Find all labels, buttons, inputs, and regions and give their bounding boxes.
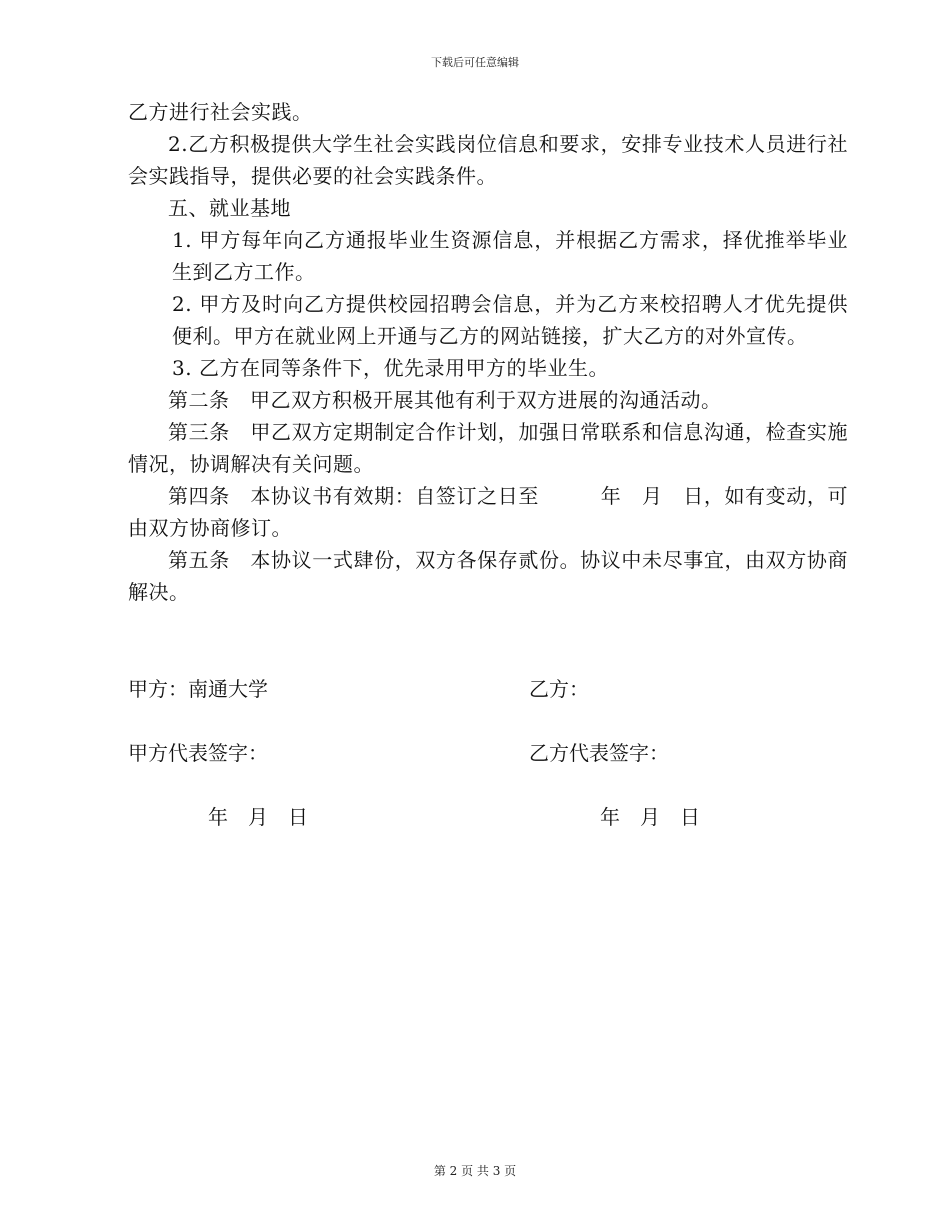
party-a-date: 年 月 日 — [208, 805, 308, 829]
paragraph-2: 2.乙方积极提供大学生社会实践岗位信息和要求，安排专业技术人员进行社会实践指导，提供必要的社会实践条件。 — [128, 132, 848, 188]
article-4: 第四条 本协议书有效期：自签订之日至 年 月 日，如有变动，可由双方协商修订。 — [128, 484, 848, 540]
list-item-2: 2. 甲方及时向乙方提供校园招聘会信息，并为乙方来校招聘人才优先提供便利。甲方在就业网上开通与乙方的网站链接，扩大乙方的对外宣传。 — [172, 292, 848, 348]
article-5: 第五条 本协议一式肆份，双方各保存贰份。协议中未尽事宜，由双方协商解决。 — [128, 548, 848, 604]
party-b-date: 年 月 日 — [600, 805, 700, 829]
list-item-3: 3. 乙方在同等条件下，优先录用甲方的毕业生。 — [172, 356, 609, 380]
list-item-1: 1. 甲方每年向乙方通报毕业生资源信息，并根据乙方需求，择优推举毕业生到乙方工作。 — [172, 228, 848, 284]
document-body — [128, 96, 848, 608]
section-heading-employment-base: 五、就业基地 — [168, 196, 291, 220]
party-b-label: 乙方： — [529, 677, 589, 701]
page-footer: 第 2 页 共 3 页 — [433, 1164, 517, 1178]
party-a-representative-signature: 甲方代表签字： — [128, 741, 268, 765]
article-3: 第三条 甲乙双方定期制定合作计划，加强日常联系和信息沟通，检查实施情况，协调解决有关问题。 — [128, 420, 848, 476]
article-2: 第二条 甲乙双方积极开展其他有利于双方进展的沟通活动。 — [168, 388, 722, 412]
party-b-representative-signature: 乙方代表签字： — [529, 741, 669, 765]
party-a-label: 甲方：南通大学 — [128, 677, 268, 701]
page-header: 下载后可任意编辑 — [431, 56, 519, 69]
paragraph-1: 乙方进行社会实践。 — [128, 100, 313, 124]
